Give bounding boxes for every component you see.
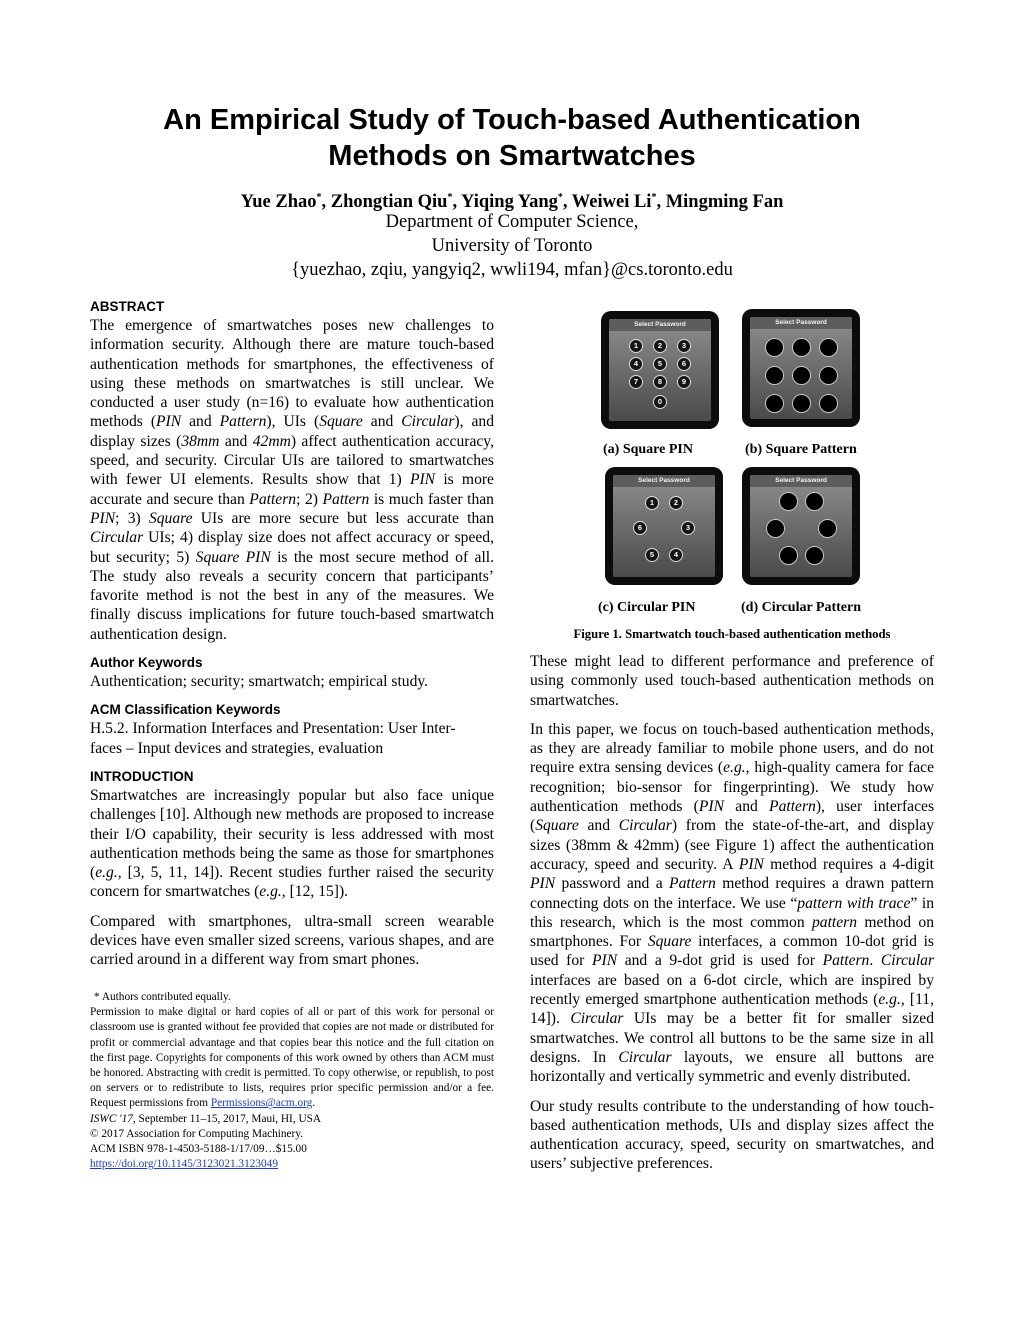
body-text: method requires a drawn pattern connecting dots on the interface. We use “	[530, 875, 934, 912]
copyright-line: © 2017 Association for Computing Machinery.	[90, 1127, 304, 1140]
pattern-dot[interactable]	[765, 394, 784, 413]
pin-key[interactable]: 1	[645, 496, 659, 510]
body-text: is the most secure method of all. The study also reveals a security concern that participants’ favorite method is not the best in any of the measures. We finally discuss implications for future touch-based smartwatch authentication design.	[90, 548, 495, 643]
body-text: method on smartphones. For	[530, 913, 934, 951]
body-text: method requires a 4-digit	[763, 855, 935, 873]
body-text: UIs are more secure but less accurate than	[192, 509, 494, 527]
body-text: ), user interfaces (	[530, 798, 935, 835]
body-text: Smartwatches are increasingly popular but also face unique challenges [10]. Although new methods are proposed to increase their I/O capability, their security is less addressed with most authentication methods being the same as those for smartphones (	[90, 786, 494, 882]
equal-contribution-mark: *	[316, 192, 322, 203]
author-keywords-text: Authentication; security; smartwatch; empirical study.	[90, 673, 429, 691]
watch-circular-pattern	[742, 467, 860, 585]
emphasis-text: 38mm	[181, 432, 220, 450]
body-text: is much faster than	[369, 490, 494, 508]
acm-classification-heading: ACM Classification Keywords	[90, 702, 281, 718]
emphasis-text: PIN	[530, 875, 556, 893]
acm-classification-text	[90, 719, 494, 758]
pattern-dot[interactable]	[779, 492, 798, 511]
pattern-dot[interactable]	[819, 366, 838, 385]
emphasis-text: 42mm	[252, 432, 291, 450]
emphasis-text: Pattern	[769, 798, 816, 816]
caption-square-pin: (a) Square PIN	[603, 442, 693, 457]
body-text: ; 2)	[296, 490, 323, 508]
watch-square-pin	[601, 311, 719, 429]
right-column	[530, 652, 934, 1174]
abstract-text	[90, 316, 494, 644]
body-text: and	[362, 413, 402, 431]
body-text: layouts, we ensure all buttons are horizontally and vertically symmetric and evenly distributed.	[530, 1048, 934, 1086]
footnote-block	[90, 990, 494, 1172]
permission-notice	[90, 1005, 494, 1111]
pattern-dot[interactable]	[819, 338, 838, 357]
emphasis-text: Pattern	[219, 413, 267, 431]
body-text: ” in this research, which is the most common	[530, 894, 934, 931]
pin-key[interactable]: 7	[629, 375, 643, 389]
venue-name: ISWC '17	[90, 1112, 133, 1125]
body-text: UIs may be a better fit for smaller sized smartwatches. We control all buttons to be the same size in all designs. In	[530, 1010, 934, 1066]
left-column	[90, 298, 494, 970]
body-text: UIs; 4) display size does not affect accuracy or speed, but security; 5)	[90, 529, 494, 566]
body-text: [12, 15]).	[285, 883, 349, 901]
pin-key[interactable]: 6	[633, 521, 647, 535]
caption-square-pattern: (b) Square Pattern	[745, 442, 857, 457]
watch-screen	[750, 317, 852, 419]
pin-key[interactable]: 4	[629, 357, 643, 371]
emphasis-text: PIN	[738, 855, 764, 873]
body-text: In this paper, we focus on touch-based authentication methods, as they are already familiar to mobile phone users, and do not require extra sensing devices (	[530, 720, 934, 777]
equal-contribution-mark: *	[557, 192, 563, 203]
body-text: and	[578, 817, 619, 835]
watch-square-pattern	[742, 309, 860, 427]
permissions-email-link[interactable]: Permissions@acm.org	[210, 1097, 313, 1110]
right-paragraph-2	[530, 720, 934, 1087]
author-name: Mingming Fan	[665, 192, 784, 213]
body-text: [11, 14]).	[530, 991, 934, 1028]
body-text: and	[724, 798, 770, 816]
pin-key[interactable]: 5	[645, 548, 659, 562]
pin-key[interactable]: 3	[681, 521, 695, 535]
isbn-line: ACM ISBN 978-1-4503-5188-1/17/09…$15.00	[90, 1143, 307, 1156]
caption-circular-pin: (c) Circular PIN	[598, 600, 696, 615]
emphasis-text: Circular	[618, 817, 672, 835]
permission-text: Permission to make digital or hard copies of all or part of this work for personal or classroom use is granted without fee provided that copies are not made or distributed for profit or commercial advantage and that copies bear this notice and the full citation on the first page. Copyrights for components of this work owned by others than ACM must be honored. Abstracting with credit is permitted. To copy otherwise, or republish, to post on servers or to redistribute to lists, requires prior specific permission and/or a fee. Request permissions from	[90, 1006, 494, 1110]
pattern-dot[interactable]	[792, 338, 811, 357]
title-line-1: An Empirical Study of Touch-based Authentication	[163, 104, 861, 136]
venue-details: , September 11–15, 2017, Maui, HI, USA	[132, 1112, 322, 1125]
emphasis-text: Square	[319, 413, 363, 431]
figure-caption: Figure 1. Smartwatch touch-based authentication methods	[573, 627, 891, 641]
emphasis-text: PIN	[591, 952, 618, 970]
pattern-dot[interactable]	[765, 366, 784, 385]
body-text: high-quality camera for face recognition; bio-sensor for fingerprinting). We study how authentication methods (	[530, 759, 934, 816]
pin-key[interactable]: 9	[677, 375, 691, 389]
pattern-dot[interactable]	[819, 394, 838, 413]
body-text: ) affect authentication accuracy, speed, and security. Circular UIs are tailored to smartwatches with fewer UI elements. Results show that 1)	[90, 432, 494, 489]
watch-screen	[750, 475, 852, 577]
affiliation-university: University of Toronto	[431, 236, 593, 256]
pattern-dot[interactable]	[792, 394, 811, 413]
author-separator: ,	[321, 192, 331, 213]
title-line-2: Methods on Smartwatches	[328, 140, 696, 172]
watch-screen	[609, 319, 711, 421]
pin-key[interactable]: 3	[677, 339, 691, 353]
pin-key[interactable]: 1	[629, 339, 643, 353]
body-text: and a 9-dot grid is used for	[617, 952, 823, 970]
permission-period: .	[312, 1097, 316, 1110]
body-text: and	[181, 413, 220, 431]
venue-line	[90, 1112, 494, 1127]
pin-key[interactable]: 6	[677, 357, 691, 371]
author-name: Yue Zhao	[240, 192, 317, 213]
emphasis-text: PIN	[90, 509, 116, 527]
acm-line-2: faces – Input devices and strategies, evaluation	[90, 739, 384, 757]
emphasis-text: pattern with trace	[797, 894, 911, 912]
abstract-heading: ABSTRACT	[90, 299, 165, 314]
pin-key[interactable]: 0	[653, 395, 667, 409]
pattern-dot[interactable]	[805, 492, 824, 511]
author-name: Zhongtian Qiu	[330, 192, 448, 213]
body-text: ) from the state-of-the-art, and display sizes (38mm & 42mm) (see Figure 1) affect the authentication accuracy, speed and security. A	[530, 817, 934, 873]
affiliation-department: Department of Computer Science,	[385, 212, 639, 232]
affiliation-emails: {yuezhao, zqiu, yangyiq2, wwli194, mfan}@cs.toronto.edu	[291, 260, 733, 280]
emphasis-text: e.g.,	[95, 864, 122, 882]
pattern-dot[interactable]	[818, 519, 837, 538]
emphasis-text: Square	[148, 509, 193, 527]
equal-contribution-note: * Authors contributed equally.	[94, 991, 231, 1003]
author-name: Weiwei Li	[571, 192, 652, 213]
affiliation	[60, 210, 964, 282]
caption-circular-pattern: (d) Circular Pattern	[741, 600, 862, 615]
pin-key[interactable]: 2	[669, 496, 683, 510]
pattern-dot[interactable]	[805, 546, 824, 565]
author-separator: ,	[656, 192, 666, 213]
body-text: .	[869, 952, 881, 970]
emphasis-text: Square	[535, 817, 579, 835]
emphasis-text: Circular	[401, 413, 455, 431]
emphasis-text: Pattern	[669, 875, 716, 893]
body-text: ), UIs (	[266, 413, 320, 431]
screen-title: Select Password	[750, 317, 852, 329]
emphasis-text: e.g.,	[259, 883, 286, 901]
emphasis-text: e.g.,	[723, 759, 750, 777]
emphasis-text: Pattern	[249, 490, 297, 508]
screen-title: Select Password	[613, 475, 715, 487]
equal-contribution-mark: *	[651, 192, 657, 203]
body-text: password and a	[555, 875, 670, 893]
body-text: interfaces, a common 10-dot grid is used for	[530, 933, 934, 970]
watch-circular-pin	[605, 467, 723, 585]
equal-contribution-mark: *	[447, 192, 453, 203]
body-text: interfaces are based on a 6-dot circle, which are inspired by recently emerged smartphone authentication methods (	[530, 971, 934, 1009]
pattern-dot[interactable]	[792, 366, 811, 385]
emphasis-text: PIN	[698, 798, 725, 816]
emphasis-text: PIN	[156, 413, 182, 431]
emphasis-text: Square PIN	[195, 548, 271, 566]
emphasis-text: Circular	[618, 1048, 672, 1066]
introduction-heading: INTRODUCTION	[90, 768, 194, 784]
emphasis-text: Pattern	[822, 952, 870, 970]
pattern-dot[interactable]	[766, 519, 785, 538]
emphasis-text: Circular	[570, 1010, 624, 1028]
screen-title: Select Password	[609, 319, 711, 331]
pin-key[interactable]: 4	[669, 548, 683, 562]
screen-title: Select Password	[750, 475, 852, 487]
emphasis-text: Circular	[880, 952, 935, 970]
pattern-dot[interactable]	[765, 338, 784, 357]
author-keywords-heading: Author Keywords	[90, 655, 203, 671]
author-name: Yiqing Yang	[461, 192, 558, 213]
author-separator: ,	[452, 192, 462, 213]
emphasis-text: e.g.,	[878, 991, 905, 1009]
paper-title	[60, 102, 964, 174]
body-text: ), and display sizes (	[90, 413, 495, 450]
introduction-paragraph-1	[90, 786, 494, 902]
emphasis-text: PIN	[409, 471, 436, 489]
emphasis-text: Pattern	[322, 490, 370, 508]
pin-key[interactable]: 2	[653, 339, 667, 353]
pin-key[interactable]: 5	[653, 357, 667, 371]
acm-line-1: H.5.2. Information Interfaces and Presentation: User Inter-	[90, 720, 456, 738]
right-paragraph-1: These might lead to different performance and preference of using commonly used touch-based authentication methods on smartwatches.	[530, 653, 934, 709]
watch-screen	[613, 475, 715, 577]
body-text: and	[219, 432, 253, 450]
doi-link[interactable]: https://doi.org/10.1145/3123021.3123049	[90, 1158, 278, 1171]
body-text: The emergence of smartwatches poses new challenges to information security. Although there are mature touch-based authentication methods for smartphones, the effectiveness of using these methods on smartwatches is still unclear. We conducted a user study (n=16) to evaluate how authentication methods (	[90, 317, 494, 431]
body-text: is more accurate and secure than	[90, 471, 494, 508]
pattern-dot[interactable]	[779, 546, 798, 565]
pin-key[interactable]: 8	[653, 375, 667, 389]
emphasis-text: pattern	[811, 913, 858, 931]
emphasis-text: Circular	[90, 529, 144, 547]
right-paragraph-3: Our study results contribute to the understanding of how touch-based authentication methods, UIs and display sizes affect the authentication accuracy, speed, security on smartwatches, and users’ subjective preferences.	[530, 1097, 934, 1173]
introduction-paragraph-2: Compared with smartphones, ultra-small screen wearable devices have even smaller sized screens, various shapes, and are carried around in a different way from smart phones.	[90, 912, 494, 969]
author-separator: ,	[562, 192, 572, 213]
body-text: ; 3)	[115, 509, 149, 527]
emphasis-text: Square	[647, 933, 692, 951]
body-text: [3, 5, 11, 14]). Recent studies further raised the security concern for smartwatches (	[90, 864, 494, 901]
